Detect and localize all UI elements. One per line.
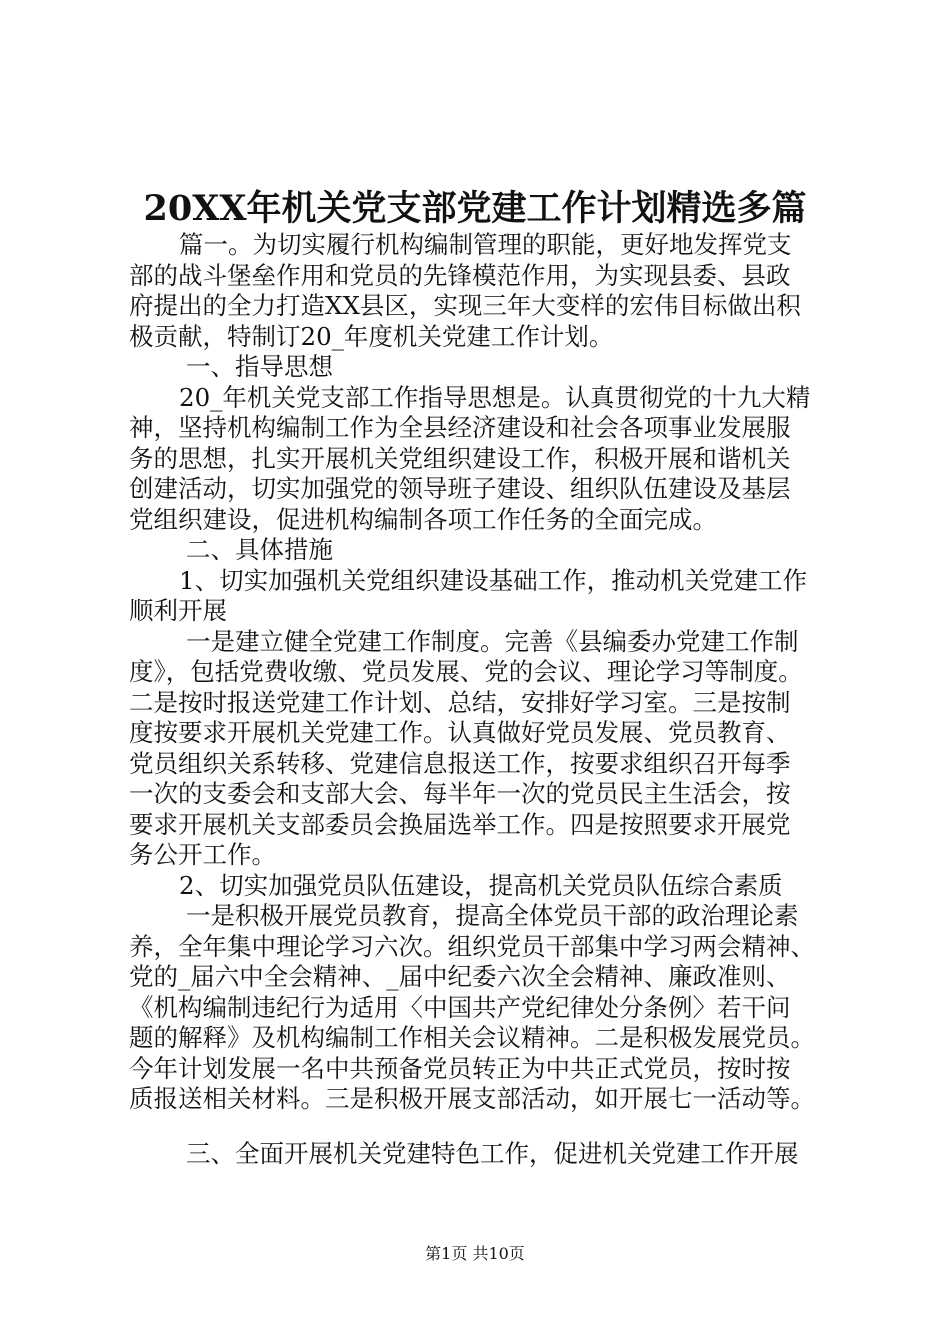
document-body	[129, 230, 844, 1169]
paragraph-gap	[129, 1115, 844, 1139]
paragraph-line: 一次的支委会和支部大会、每半年一次的党员民主生活会，按	[129, 779, 791, 808]
section-heading: 二、具体措施	[186, 535, 333, 564]
paragraph-line: 20_年机关党支部工作指导思想是。认真贯彻党的十九大精	[179, 382, 811, 412]
paragraph-line: 一是建立健全党建工作制度。完善《县编委办党建工作制	[186, 626, 799, 656]
paragraph-line: 党组织建设，促进机构编制各项工作任务的全面完成。	[129, 504, 717, 534]
paragraph-line: 要求开展机关支部委员会换届选举工作。四是按照要求开展党	[129, 809, 791, 839]
paragraph-line: 度按要求开展机关党建工作。认真做好党员发展、党员教育、	[129, 718, 791, 747]
paragraph-line: 府提出的全力打造XX县区，实现三年大变样的宏伟目标做出积	[129, 291, 801, 320]
paragraph-line: 二是按时报送党建工作计划、总结，安排好学习室。三是按制	[129, 687, 791, 717]
section-heading: 三、全面开展机关党建特色工作，促进机关党建工作开展	[186, 1138, 799, 1168]
paragraph-line: 《机构编制违纪行为适用〈中国共产党纪律处分条例〉若干问	[129, 992, 791, 1022]
paragraph-line: 一是积极开展党员教育，提高全体党员干部的政治理论素	[186, 901, 799, 930]
paragraph-line: 度》，包括党费收缴、党员发展、党的会议、理论学习等制度。	[129, 657, 803, 686]
paragraph-line: 题的解释》及机构编制工作相关会议精神。二是积极发展党员。	[129, 1023, 815, 1052]
paragraph-line: 务的思想，扎实开展机关党组织建设工作，积极开展和谐机关	[129, 443, 791, 473]
paragraph-line: 务公开工作。	[129, 840, 276, 869]
subsection-heading: 2、切实加强党员队伍建设，提高机关党员队伍综合素质	[179, 870, 783, 900]
paragraph-line: 党的_届六中全会精神、_届中纪委六次全会精神、廉政准则、	[129, 962, 791, 991]
page-footer: 第1页 共10页	[425, 1244, 525, 1263]
paragraph-line: 极贡献，特制订20_年度机关党建工作计划。	[129, 321, 614, 351]
paragraph-line: 质报送相关材料。三是积极开展支部活动，如开展七一活动等。	[129, 1084, 815, 1113]
paragraph-line: 部的战斗堡垒作用和党员的先锋模范作用，为实现县委、县政	[129, 260, 791, 290]
paragraph-line: 顺利开展	[129, 596, 227, 625]
paragraph-line: 今年计划发展一名中共预备党员转正为中共正式党员，按时按	[129, 1053, 791, 1083]
section-heading: 一、指导思想	[186, 352, 333, 381]
document-title: 20XX年机关党支部党建工作计划精选多篇	[143, 188, 807, 229]
paragraph-line: 养，全年集中理论学习六次。组织党员干部集中学习两会精神、	[129, 931, 815, 961]
paragraph-line: 篇一。为切实履行机构编制管理的职能，更好地发挥党支	[179, 230, 792, 259]
subsection-heading: 1、切实加强机关党组织建设基础工作，推动机关党建工作	[179, 565, 808, 595]
paragraph-line: 党员组织关系转移、党建信息报送工作，按要求组织召开每季	[129, 748, 791, 778]
paragraph-line: 创建活动，切实加强党的领导班子建设、组织队伍建设及基层	[129, 474, 791, 503]
paragraph-line: 神，坚持机构编制工作为全县经济建设和社会各项事业发展服	[129, 413, 791, 442]
